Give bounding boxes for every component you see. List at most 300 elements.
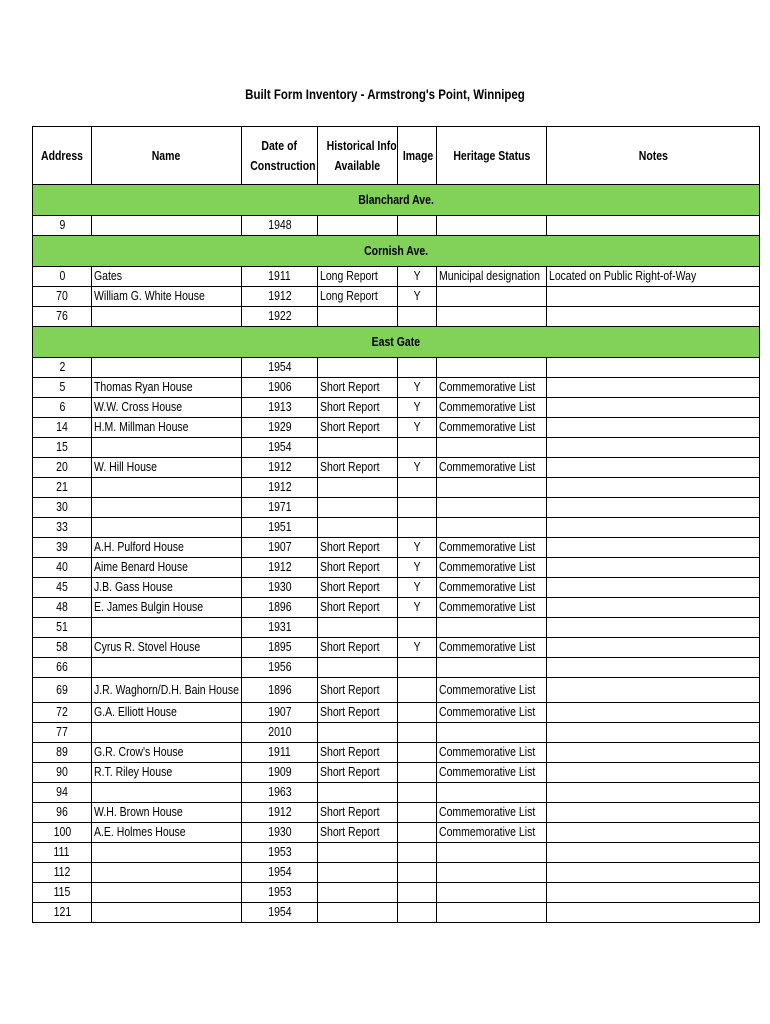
cell-historical-info	[318, 438, 398, 458]
cell-year	[242, 658, 318, 678]
cell-notes	[547, 267, 760, 287]
cell-year-text: 1954	[267, 360, 292, 374]
cell-historical-info	[318, 618, 398, 638]
column-header-image: Image	[398, 127, 437, 185]
cell-historical-info-text: Short Report	[320, 460, 380, 474]
cell-address	[33, 458, 92, 478]
cell-year	[242, 216, 318, 236]
cell-year	[242, 598, 318, 618]
cell-address-text: 77	[56, 725, 68, 739]
cell-year	[242, 267, 318, 287]
cell-name-text: E. James Bulgin House	[94, 600, 204, 614]
table-row	[33, 538, 760, 558]
cell-year	[242, 823, 318, 843]
cell-year-text: 1956	[267, 660, 292, 674]
cell-historical-info-text: Short Report	[320, 745, 380, 759]
cell-address-text: 112	[53, 865, 71, 879]
cell-historical-info-text: Long Report	[320, 289, 378, 303]
cell-heritage-status	[437, 678, 547, 703]
cell-notes	[547, 438, 760, 458]
cell-image	[398, 803, 437, 823]
cell-name-text: W. Hill House	[94, 460, 158, 474]
cell-historical-info-text: Short Report	[320, 640, 380, 654]
column-header-date: Date of Construction	[242, 127, 318, 185]
cell-historical-info	[318, 358, 398, 378]
cell-notes	[547, 763, 760, 783]
cell-image	[398, 903, 437, 923]
cell-image-text: Y	[413, 640, 421, 654]
cell-year	[242, 307, 318, 327]
cell-year	[242, 743, 318, 763]
cell-heritage-status-text: Commemorative List	[439, 540, 536, 554]
cell-name-text: J.B. Gass House	[94, 580, 173, 594]
table-row	[33, 618, 760, 638]
cell-image	[398, 558, 437, 578]
cell-name	[92, 578, 242, 598]
cell-name-text: A.H. Pulford House	[94, 540, 184, 554]
cell-image-text: Y	[413, 600, 421, 614]
cell-name	[92, 378, 242, 398]
cell-historical-info	[318, 216, 398, 236]
cell-year	[242, 723, 318, 743]
cell-historical-info-text: Short Report	[320, 540, 380, 554]
cell-heritage-status-text: Commemorative List	[439, 825, 536, 839]
cell-historical-info	[318, 823, 398, 843]
cell-name	[92, 763, 242, 783]
table-row	[33, 638, 760, 658]
cell-name	[92, 658, 242, 678]
cell-historical-info	[318, 903, 398, 923]
cell-historical-info	[318, 578, 398, 598]
cell-name-text: R.T. Riley House	[94, 765, 173, 779]
cell-address	[33, 518, 92, 538]
cell-name	[92, 358, 242, 378]
cell-notes	[547, 638, 760, 658]
cell-name-text: G.R. Crow's House	[94, 745, 184, 759]
column-header-heritage-status: Heritage Status	[437, 127, 547, 185]
cell-notes	[547, 287, 760, 307]
cell-notes	[547, 478, 760, 498]
cell-address-text: 33	[56, 520, 68, 534]
cell-heritage-status	[437, 267, 547, 287]
cell-year	[242, 678, 318, 703]
cell-year-text: 1912	[267, 480, 292, 494]
table-row	[33, 763, 760, 783]
cell-name	[92, 307, 242, 327]
table-row	[33, 458, 760, 478]
cell-year-text: 1971	[267, 500, 292, 514]
cell-year-text: 1953	[267, 845, 292, 859]
cell-heritage-status	[437, 287, 547, 307]
section-header-row	[33, 185, 760, 216]
cell-historical-info	[318, 703, 398, 723]
cell-notes	[547, 378, 760, 398]
cell-image	[398, 783, 437, 803]
cell-address-text: 115	[53, 885, 71, 899]
cell-image	[398, 578, 437, 598]
cell-image	[398, 418, 437, 438]
column-header-name: Name	[92, 127, 242, 185]
cell-name	[92, 618, 242, 638]
cell-name-text: J.R. Waghorn/D.H. Bain House	[94, 682, 239, 697]
cell-notes	[547, 843, 760, 863]
cell-image	[398, 678, 437, 703]
cell-heritage-status	[437, 478, 547, 498]
cell-year	[242, 843, 318, 863]
cell-name	[92, 783, 242, 803]
cell-image	[398, 658, 437, 678]
table-row	[33, 498, 760, 518]
table-row	[33, 478, 760, 498]
cell-name-text: G.A. Elliott House	[94, 705, 177, 719]
cell-historical-info	[318, 287, 398, 307]
cell-historical-info	[318, 843, 398, 863]
column-header-historical-info: Historical Info Available	[318, 127, 398, 185]
table-row	[33, 267, 760, 287]
cell-historical-info	[318, 558, 398, 578]
cell-year	[242, 438, 318, 458]
cell-year	[242, 638, 318, 658]
cell-year-text: 1912	[267, 560, 292, 574]
table-row	[33, 558, 760, 578]
table-row	[33, 216, 760, 236]
cell-year-text: 1912	[267, 805, 292, 819]
cell-address-text: 69	[56, 682, 68, 697]
cell-name	[92, 216, 242, 236]
cell-name	[92, 518, 242, 538]
cell-image	[398, 438, 437, 458]
cell-address	[33, 267, 92, 287]
table-row	[33, 863, 760, 883]
cell-name-text: A.E. Holmes House	[94, 825, 186, 839]
cell-name-text: W.W. Cross House	[94, 400, 183, 414]
cell-image-text: Y	[413, 560, 421, 574]
cell-year-text: 1912	[267, 289, 292, 303]
cell-name	[92, 843, 242, 863]
cell-name-text: Gates	[94, 269, 123, 283]
cell-heritage-status	[437, 823, 547, 843]
cell-year	[242, 418, 318, 438]
cell-address-text: 58	[56, 640, 68, 654]
cell-image	[398, 498, 437, 518]
cell-year-text: 1907	[267, 705, 292, 719]
cell-heritage-status-text: Commemorative List	[439, 400, 536, 414]
section-label: East Gate	[371, 334, 421, 349]
cell-name	[92, 438, 242, 458]
cell-image	[398, 743, 437, 763]
cell-notes	[547, 703, 760, 723]
table-row	[33, 903, 760, 923]
cell-year-text: 1896	[267, 600, 292, 614]
cell-historical-info-text: Short Report	[320, 825, 380, 839]
cell-heritage-status	[437, 658, 547, 678]
cell-heritage-status	[437, 358, 547, 378]
column-header-notes: Notes	[547, 127, 760, 185]
cell-name	[92, 723, 242, 743]
cell-year-text: 1911	[268, 745, 291, 759]
cell-historical-info	[318, 658, 398, 678]
cell-historical-info	[318, 307, 398, 327]
table-row	[33, 883, 760, 903]
cell-heritage-status-text: Commemorative List	[439, 745, 536, 759]
cell-address-text: 70	[56, 289, 68, 303]
cell-heritage-status-text: Commemorative List	[439, 682, 536, 697]
cell-address-text: 121	[53, 905, 71, 919]
cell-notes	[547, 538, 760, 558]
cell-address-text: 45	[56, 580, 68, 594]
cell-year-text: 1931	[267, 620, 292, 634]
cell-image-text: Y	[413, 460, 421, 474]
cell-heritage-status	[437, 743, 547, 763]
cell-image	[398, 823, 437, 843]
cell-heritage-status	[437, 307, 547, 327]
cell-year	[242, 903, 318, 923]
table-row	[33, 398, 760, 418]
cell-year-text: 1907	[267, 540, 292, 554]
cell-notes	[547, 598, 760, 618]
cell-name	[92, 478, 242, 498]
cell-image	[398, 287, 437, 307]
cell-address-text: 66	[56, 660, 68, 674]
cell-year-text: 1909	[267, 765, 292, 779]
cell-year-text: 1948	[267, 218, 292, 232]
cell-name	[92, 558, 242, 578]
cell-address-text: 5	[59, 380, 65, 394]
header-row	[33, 127, 760, 185]
cell-image	[398, 378, 437, 398]
cell-year-text: 1951	[267, 520, 292, 534]
cell-year	[242, 458, 318, 478]
cell-heritage-status	[437, 638, 547, 658]
section-label: Cornish Ave.	[364, 243, 428, 258]
cell-heritage-status-text: Commemorative List	[439, 705, 536, 719]
cell-name	[92, 418, 242, 438]
cell-heritage-status	[437, 723, 547, 743]
cell-historical-info-text: Short Report	[320, 705, 380, 719]
inventory-body	[33, 185, 760, 923]
table-row	[33, 418, 760, 438]
cell-address	[33, 903, 92, 923]
cell-historical-info	[318, 803, 398, 823]
column-header-address: Address	[33, 127, 92, 185]
cell-image	[398, 618, 437, 638]
cell-historical-info-text: Short Report	[320, 400, 380, 414]
cell-address	[33, 538, 92, 558]
cell-year-text: 1922	[267, 309, 292, 323]
cell-address	[33, 658, 92, 678]
cell-year-text: 1963	[267, 785, 292, 799]
cell-year	[242, 703, 318, 723]
cell-heritage-status-text: Commemorative List	[439, 805, 536, 819]
cell-address	[33, 498, 92, 518]
cell-heritage-status	[437, 558, 547, 578]
section-header-row	[33, 236, 760, 267]
cell-name	[92, 538, 242, 558]
cell-year-text: 1906	[267, 380, 292, 394]
cell-historical-info	[318, 678, 398, 703]
cell-name	[92, 598, 242, 618]
cell-name-text: William G. White House	[94, 289, 205, 303]
cell-notes	[547, 783, 760, 803]
table-row	[33, 678, 760, 703]
cell-address	[33, 843, 92, 863]
cell-notes	[547, 518, 760, 538]
cell-address	[33, 618, 92, 638]
cell-year	[242, 883, 318, 903]
cell-address	[33, 558, 92, 578]
cell-address-text: 9	[59, 218, 65, 232]
cell-year	[242, 863, 318, 883]
cell-heritage-status-text: Commemorative List	[439, 765, 536, 779]
cell-historical-info	[318, 458, 398, 478]
cell-image-text: Y	[413, 289, 421, 303]
cell-address	[33, 358, 92, 378]
cell-address-text: 40	[56, 560, 68, 574]
cell-heritage-status	[437, 843, 547, 863]
cell-heritage-status	[437, 883, 547, 903]
cell-name-text: H.M. Millman House	[94, 420, 189, 434]
cell-image	[398, 307, 437, 327]
cell-notes	[547, 903, 760, 923]
cell-notes	[547, 658, 760, 678]
cell-notes	[547, 578, 760, 598]
cell-address-text: 51	[56, 620, 68, 634]
cell-address	[33, 216, 92, 236]
cell-year-text: 1913	[267, 400, 292, 414]
cell-notes	[547, 803, 760, 823]
cell-address	[33, 418, 92, 438]
cell-address-text: 14	[56, 420, 68, 434]
cell-name-text: Cyrus R. Stovel House	[94, 640, 201, 654]
cell-historical-info-text: Short Report	[320, 600, 380, 614]
cell-address-text: 2	[59, 360, 65, 374]
cell-address-text: 48	[56, 600, 68, 614]
cell-heritage-status	[437, 498, 547, 518]
cell-address	[33, 863, 92, 883]
cell-address	[33, 763, 92, 783]
cell-notes	[547, 498, 760, 518]
cell-name	[92, 743, 242, 763]
table-row	[33, 518, 760, 538]
cell-heritage-status	[437, 863, 547, 883]
cell-address-text: 96	[56, 805, 68, 819]
cell-image-text: Y	[413, 380, 421, 394]
cell-image	[398, 518, 437, 538]
cell-notes	[547, 743, 760, 763]
cell-historical-info	[318, 398, 398, 418]
cell-historical-info-text: Short Report	[320, 682, 380, 697]
cell-heritage-status	[437, 763, 547, 783]
cell-notes	[547, 558, 760, 578]
cell-heritage-status-text: Commemorative List	[439, 380, 536, 394]
cell-historical-info	[318, 378, 398, 398]
cell-image	[398, 358, 437, 378]
cell-address-text: 76	[56, 309, 68, 323]
cell-heritage-status-text: Municipal designation	[439, 269, 540, 283]
cell-address	[33, 743, 92, 763]
cell-year	[242, 478, 318, 498]
cell-image	[398, 638, 437, 658]
table-row	[33, 378, 760, 398]
cell-image	[398, 863, 437, 883]
cell-notes	[547, 823, 760, 843]
cell-year	[242, 358, 318, 378]
table-row	[33, 658, 760, 678]
cell-name	[92, 678, 242, 703]
cell-notes	[547, 863, 760, 883]
cell-year-text: 2010	[267, 725, 292, 739]
cell-address-text: 15	[56, 440, 68, 454]
table-row	[33, 783, 760, 803]
cell-address	[33, 598, 92, 618]
cell-image	[398, 883, 437, 903]
cell-image-text: Y	[413, 540, 421, 554]
cell-address-text: 90	[56, 765, 68, 779]
cell-heritage-status	[437, 783, 547, 803]
cell-address-text: 94	[56, 785, 68, 799]
cell-heritage-status-text: Commemorative List	[439, 640, 536, 654]
cell-heritage-status	[437, 216, 547, 236]
cell-historical-info	[318, 598, 398, 618]
cell-image	[398, 763, 437, 783]
cell-name	[92, 903, 242, 923]
table-row	[33, 287, 760, 307]
cell-address	[33, 398, 92, 418]
section-header	[33, 236, 760, 267]
cell-year	[242, 803, 318, 823]
cell-historical-info	[318, 498, 398, 518]
cell-address	[33, 378, 92, 398]
cell-image	[398, 843, 437, 863]
cell-year	[242, 783, 318, 803]
cell-heritage-status	[437, 418, 547, 438]
section-header	[33, 185, 760, 216]
cell-notes-text: Located on Public Right-of-Way	[549, 269, 697, 283]
table-row	[33, 803, 760, 823]
cell-heritage-status-text: Commemorative List	[439, 580, 536, 594]
cell-heritage-status	[437, 518, 547, 538]
section-header-row	[33, 327, 760, 358]
cell-heritage-status-text: Commemorative List	[439, 460, 536, 474]
page-title: Built Form Inventory - Armstrong's Point, Winnipeg	[245, 86, 525, 102]
cell-heritage-status	[437, 903, 547, 923]
cell-image	[398, 216, 437, 236]
cell-historical-info-text: Short Report	[320, 560, 380, 574]
cell-image-text: Y	[413, 269, 421, 283]
cell-historical-info-text: Short Report	[320, 805, 380, 819]
cell-image	[398, 703, 437, 723]
cell-name	[92, 823, 242, 843]
cell-historical-info	[318, 267, 398, 287]
cell-name	[92, 703, 242, 723]
cell-image-text: Y	[413, 580, 421, 594]
cell-historical-info-text: Short Report	[320, 765, 380, 779]
cell-image	[398, 398, 437, 418]
cell-year	[242, 763, 318, 783]
cell-heritage-status-text: Commemorative List	[439, 420, 536, 434]
table-row	[33, 578, 760, 598]
cell-address	[33, 307, 92, 327]
cell-historical-info	[318, 763, 398, 783]
cell-year-text: 1954	[267, 440, 292, 454]
cell-address-text: 39	[56, 540, 68, 554]
cell-image	[398, 458, 437, 478]
cell-notes	[547, 307, 760, 327]
cell-heritage-status	[437, 398, 547, 418]
cell-address	[33, 287, 92, 307]
section-label: Blanchard Ave.	[358, 192, 434, 207]
cell-historical-info-text: Long Report	[320, 269, 378, 283]
